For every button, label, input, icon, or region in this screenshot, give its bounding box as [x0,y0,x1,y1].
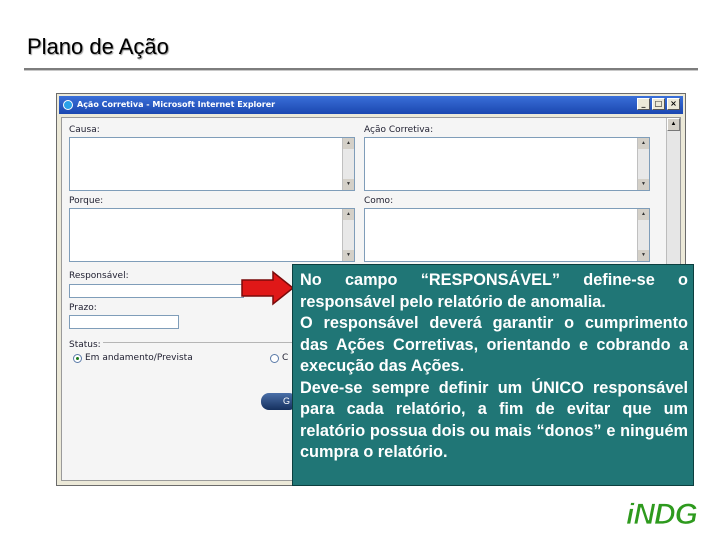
acao-corretiva-textarea[interactable] [364,137,650,191]
scroll-up-icon[interactable]: ▲ [667,118,680,131]
porque-label: Porque: [69,196,104,206]
status-radio-concluida[interactable] [270,354,279,363]
textarea-scrollbar[interactable] [637,209,649,261]
status-radio-em-andamento[interactable] [73,354,82,363]
callout-paragraph: O responsável deverá garantir o cumprimento das Ações Corretivas, orientando e cobrando a execução das Ações. [300,314,688,375]
porque-textarea[interactable] [69,208,355,262]
scroll-down-icon[interactable]: ▼ [638,179,649,190]
internet-explorer-icon [63,100,73,110]
svg-text:iNDG: iNDG [626,498,697,529]
status-label: Status: [69,340,101,350]
maximize-icon[interactable]: □ [652,98,665,110]
save-button[interactable]: G [261,393,297,410]
textarea-scrollbar[interactable] [637,138,649,190]
status-option-label-2: C [282,353,289,363]
minimize-icon[interactable]: _ [637,98,650,110]
window-titlebar[interactable] [59,96,683,114]
slide-title: Plano de Ação [27,34,169,59]
explanation-callout [292,264,694,486]
title-divider [24,68,698,70]
causa-textarea[interactable] [69,137,355,191]
scroll-up-icon[interactable]: ▲ [638,138,649,149]
status-option-label: Em andamento/Prevista [85,353,193,363]
callout-paragraph: Deve-se sempre definir um ÚNICO responsável para cada relatório, a fim de evitar que um relatório possua dois ou mais “donos” e ninguém cumpra o relatório. [300,378,688,461]
responsavel-input[interactable] [69,284,244,298]
scroll-down-icon[interactable]: ▼ [343,250,354,261]
window-title: Ação Corretiva - Microsoft Internet Explorer [77,100,276,109]
como-textarea[interactable] [364,208,650,262]
callout-paragraph: No campo “RESPONSÁVEL” define-se o responsável pelo relatório de anomalia. [300,271,688,311]
acao-corretiva-label: Ação Corretiva: [364,125,434,135]
responsavel-label: Responsável: [69,271,129,281]
scroll-up-icon[interactable]: ▲ [343,209,354,220]
close-icon[interactable]: × [667,98,680,110]
window-controls [637,98,680,110]
indg-logo [624,497,704,529]
como-label: Como: [364,196,394,206]
scroll-down-icon[interactable]: ▼ [343,179,354,190]
scroll-up-icon[interactable]: ▲ [638,209,649,220]
textarea-scrollbar[interactable] [342,209,354,261]
prazo-input[interactable] [69,315,179,329]
arrow-right-icon [241,270,295,306]
causa-label: Causa: [69,125,100,135]
prazo-label: Prazo: [69,303,97,313]
status-divider [69,342,295,343]
scroll-down-icon[interactable]: ▼ [638,250,649,261]
scroll-up-icon[interactable]: ▲ [343,138,354,149]
textarea-scrollbar[interactable] [342,138,354,190]
